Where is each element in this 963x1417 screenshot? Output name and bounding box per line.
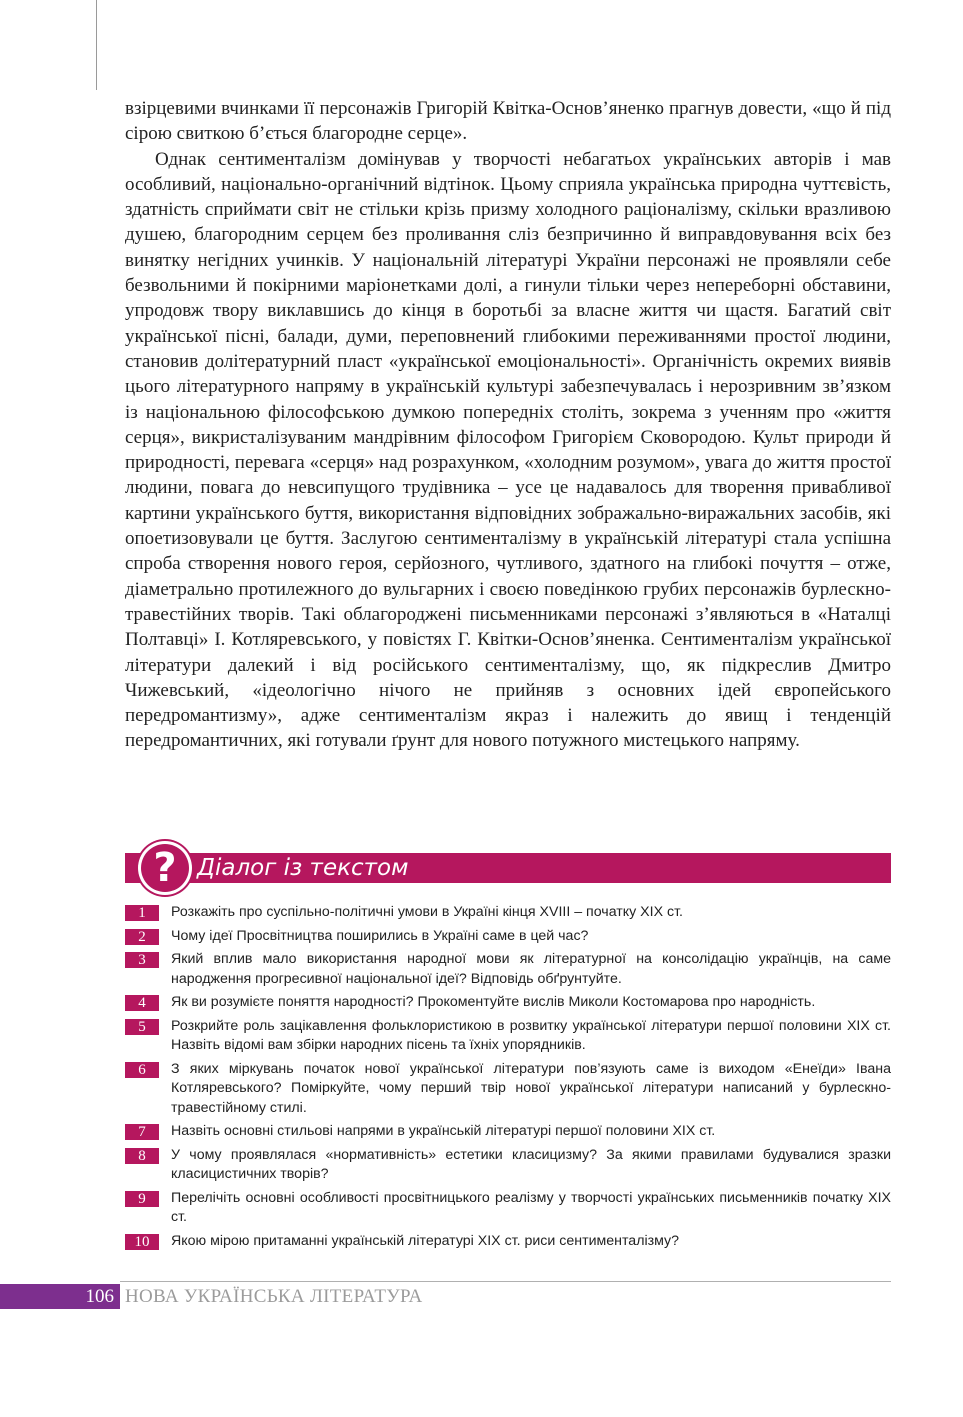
question-item [125, 1232, 891, 1252]
paragraph-1: взірцевими вчинками її персонажів Григорій Квітка-Основ’яненко прагнув довести, «що й під сірою свиткою б’ється благородне серце». [125, 98, 891, 145]
question-text: Якою мірою притаманні українській літературі XIX ст. риси сентименталізму? [171, 1232, 680, 1249]
question-text: Як ви розумієте поняття народності? Прокоментуйте вислів Миколи Костомарова про народність. [171, 994, 816, 1010]
question-number-badge: 9 [125, 1191, 159, 1207]
section-header-bar [125, 853, 891, 883]
question-text: Перелічіть основні особливості просвітницького реалізму у творчості українських письменників початку XIX ст. [171, 1189, 891, 1225]
question-number-badge: 10 [125, 1234, 159, 1250]
question-number-badge: 5 [125, 1019, 159, 1035]
question-text: З яких міркувань початок нової української літератури пов’язують саме із виходом «Енеїди» Івана Котляревського? Поміркуйте, чому перший твір нової української літератури написаний у бурлескно-травестійному стилі. [171, 1060, 891, 1116]
question-text: Розкажіть про суспільно-політичні умови в Україні кінця XVIII – початку XIX ст. [171, 904, 683, 920]
questions-list [125, 903, 891, 1255]
question-item [125, 1060, 891, 1119]
question-item [125, 1122, 891, 1142]
question-number-badge: 8 [125, 1148, 159, 1164]
question-number-badge: 3 [125, 952, 159, 968]
question-item [125, 1017, 891, 1056]
question-item [125, 1189, 891, 1228]
footer-divider [120, 1281, 891, 1282]
question-number-badge: 7 [125, 1124, 159, 1140]
section-title: Діалог із текстом [197, 855, 409, 881]
page-number-band [0, 1284, 120, 1309]
question-mark-icon: ? [141, 844, 189, 892]
question-item [125, 993, 891, 1013]
question-number-badge: 1 [125, 905, 159, 921]
question-text: Який вплив мало використання народної мови як літературної на консолідацію українців, на саме народження прогресивної національної ідеї? Відповідь обґрунтуйте. [171, 951, 891, 987]
question-number-badge: 6 [125, 1062, 159, 1078]
top-margin-rule [96, 0, 97, 90]
page-number: 106 [85, 1286, 114, 1307]
question-number-badge: 2 [125, 929, 159, 945]
question-text: Назвіть основні стильові напрями в українській літературі першої половини XIX ст. [171, 1123, 716, 1139]
paragraph-2: Однак сентименталізм домінував у творчості небагатьох українських авторів і мав особливий, національно-органічний відтінок. Цьому сприяла українська природна чуттєвість, здатність сприймати світ не стільки крізь призму холодного раціоналізму, скільки вразливою душею, благородним серцем без проливання сліз безпричинно й виправдовування всіх без винятку негідних учинків. У національній літературі України персонажі не проявляли себе безвольними й покірними маріонетками долі, а гинули тільки через непереборні обставини, упродовж твору виклавшись до кінця в боротьбі за власне життя чи щастя. Багатий світ української пісні, балади, думи, переповнений глибокими переживаннями простої людини, становив долітературний пласт «української емоціональності». Органічність окремих виявів цього літературного напряму в українській культурі забезпечувалась і нерозривним зв’язком із національною філософською думкою попередніх століть, зокрема з ученням про «життя серця», викристалізуваним мандрівним філософом Григорієм Сковородою. Культ природи й природності, перевага «серця» над розрахунком, «холодним розумом», увага до життя простої людини, повага до невсипущого трудівника – усе це надавалось для творення привабливої картини українського буття, використання відповідних зображально-виражальних засобів, які опоетизовували це буття. Заслугою сентименталізму в українській літературі стала успішна спроба створення нового героя, серйозного, чутливого, здатного на глибокі почуття – отже, діаметрально протилежного до вульгарних і своєю поведінкою грубих персонажів бурлескно-травестійних творів. Такі облагороджені письменниками персонажі з’являються в «Наталці Полтавці» І. Котляревського, у повістях Г. Квітки-Основ’яненка. Сентименталізм української літератури далекий і від російського сентименталізму, що, як підкреслив Дмитро Чижевський, «ідеологічно нічого не прийняв з основних ідей європейського передромантизму», адже сентименталізм якраз і належить до явищ і тенденцій передромантичних, які готували ґрунт для нового потужного мистецького напряму. [125, 148, 891, 752]
running-title: НОВА УКРАЇНСЬКА ЛІТЕРАТУРА [125, 1286, 423, 1307]
question-number-badge: 4 [125, 995, 159, 1011]
question-text: У чому проявлялася «нормативність» естетики класицизму? За якими правилами будувалися зразки класицистичних творів? [171, 1146, 891, 1182]
question-item [125, 1146, 891, 1185]
question-text: Чому ідеї Просвітництва поширились в Україні саме в цей час? [171, 927, 589, 944]
question-item [125, 927, 891, 947]
body-text [125, 96, 891, 754]
question-item [125, 950, 891, 989]
question-text: Розкрийте роль зацікавлення фольклористикою в розвитку української літератури першої половини XIX ст. Назвіть відомі вам збірки народних пісень та їхніх упорядників. [171, 1017, 891, 1053]
question-item [125, 903, 891, 923]
